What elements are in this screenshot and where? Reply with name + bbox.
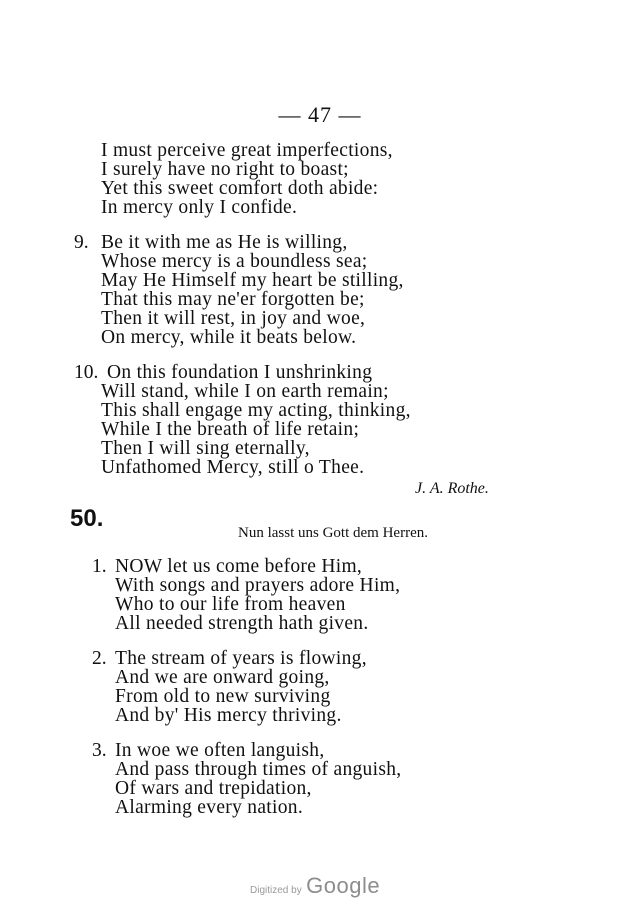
verse-line: On mercy, while it beats below.	[101, 327, 357, 348]
verse-line: NOW let us come before Him,	[115, 556, 363, 577]
hymn-number: 50.	[70, 505, 104, 532]
verse-line: Be it with me as He is willing,	[101, 232, 348, 253]
verse-line: May He Himself my heart be stilling,	[101, 270, 404, 291]
verse-line: On this foundation I unshrinking	[107, 362, 373, 383]
verse-line: Unfathomed Mercy, still o Thee.	[101, 457, 365, 478]
verse-line: Yet this sweet comfort doth abide:	[101, 178, 379, 199]
verse-line: In mercy only I confide.	[101, 197, 298, 218]
digitized-by-label: Digitized by	[250, 885, 302, 896]
google-logo: Google	[306, 873, 381, 898]
verse-line: And pass through times of anguish,	[115, 759, 402, 780]
verse-line: That this may ne'er forgotten be;	[101, 289, 365, 310]
verse-line: While I the breath of life retain;	[101, 419, 360, 440]
verse-line: With songs and prayers adore Him,	[115, 575, 401, 596]
verse-line: And we are onward going,	[115, 667, 330, 688]
hymn-title: Nun lasst uns Gott dem Herren.	[238, 525, 428, 541]
verse-line: I must perceive great imperfections,	[101, 140, 393, 161]
stanza-number: 10.	[74, 362, 99, 383]
verse-line: I surely have no right to boast;	[101, 159, 349, 180]
verse-line: This shall engage my acting, thinking,	[101, 400, 411, 421]
stanza-number: 3.	[92, 740, 107, 761]
verse-line: Whose mercy is a boundless sea;	[101, 251, 368, 272]
verse-line: From old to new surviving	[115, 686, 331, 707]
stanza-number: 2.	[92, 648, 107, 669]
page-number: — 47 —	[278, 102, 362, 127]
stanza-number: 1.	[92, 556, 107, 577]
digitized-footer	[250, 873, 380, 899]
verse-line: And by' His mercy thriving.	[115, 705, 342, 726]
verse-line: Of wars and trepidation,	[115, 778, 312, 799]
verse-line: Alarming every nation.	[115, 797, 304, 818]
stanza-number: 9.	[74, 232, 89, 253]
verse-line: The stream of years is flowing,	[115, 648, 367, 669]
verse-line: Then it will rest, in joy and woe,	[101, 308, 366, 329]
verse-line: In woe we often languish,	[115, 740, 325, 761]
verse-line: Will stand, while I on earth remain;	[101, 381, 389, 402]
author-attribution: J. A. Rothe.	[415, 480, 489, 497]
verse-line: All needed strength hath given.	[115, 613, 369, 634]
verse-line: Who to our life from heaven	[115, 594, 346, 615]
verse-line: Then I will sing eternally,	[101, 438, 310, 459]
